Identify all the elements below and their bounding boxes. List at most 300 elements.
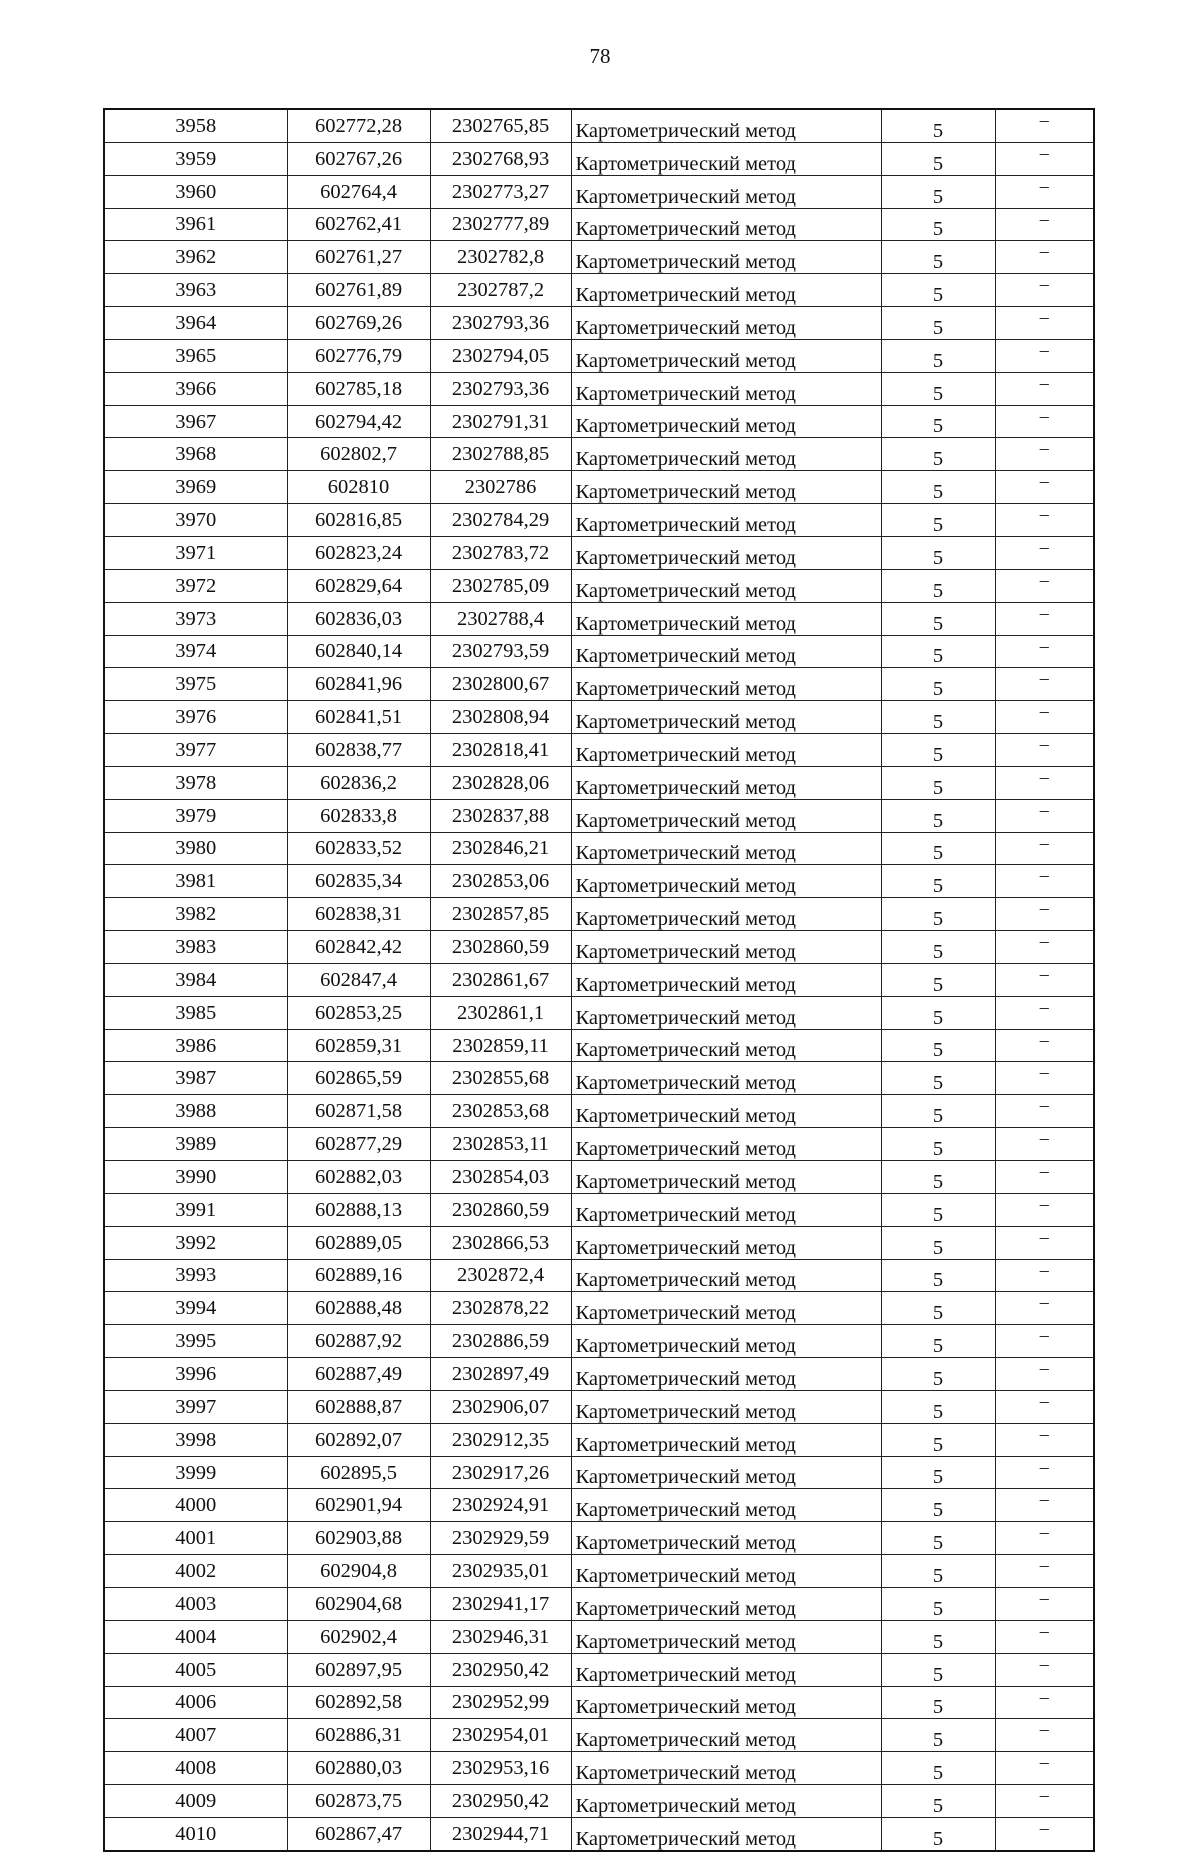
x-coordinate-cell: 602902,4 xyxy=(287,1620,430,1653)
error-cell: 5 xyxy=(881,799,995,832)
error-cell: 5 xyxy=(881,1785,995,1818)
table-row xyxy=(104,1620,1094,1653)
error-cell: 5 xyxy=(881,1390,995,1423)
error-cell: 5 xyxy=(881,1325,995,1358)
method-cell: Картометрический метод xyxy=(571,1817,881,1850)
y-coordinate-cell: 2302855,68 xyxy=(430,1062,571,1095)
method-cell: Картометрический метод xyxy=(571,405,881,438)
point-number-cell: 4000 xyxy=(104,1489,287,1522)
error-cell: 5 xyxy=(881,241,995,274)
description-cell: – xyxy=(995,1686,1094,1719)
y-coordinate-cell: 2302950,42 xyxy=(430,1653,571,1686)
method-cell: Картометрический метод xyxy=(571,1193,881,1226)
table-row xyxy=(104,536,1094,569)
error-cell: 5 xyxy=(881,208,995,241)
y-coordinate-cell: 2302954,01 xyxy=(430,1719,571,1752)
method-cell: Картометрический метод xyxy=(571,701,881,734)
y-coordinate-cell: 2302785,09 xyxy=(430,569,571,602)
x-coordinate-cell: 602761,89 xyxy=(287,274,430,307)
error-cell: 5 xyxy=(881,1029,995,1062)
x-coordinate-cell: 602889,05 xyxy=(287,1226,430,1259)
method-cell: Картометрический метод xyxy=(571,1785,881,1818)
table-row xyxy=(104,1029,1094,1062)
method-cell: Картометрический метод xyxy=(571,963,881,996)
y-coordinate-cell: 2302878,22 xyxy=(430,1292,571,1325)
coordinates-table xyxy=(103,108,1095,1852)
point-number-cell: 4007 xyxy=(104,1719,287,1752)
y-coordinate-cell: 2302857,85 xyxy=(430,898,571,931)
table-row xyxy=(104,405,1094,438)
y-coordinate-cell: 2302952,99 xyxy=(430,1686,571,1719)
point-number-cell: 3967 xyxy=(104,405,287,438)
error-cell: 5 xyxy=(881,339,995,372)
error-cell: 5 xyxy=(881,504,995,537)
error-cell: 5 xyxy=(881,1161,995,1194)
table-row xyxy=(104,865,1094,898)
table-row xyxy=(104,109,1094,142)
table-row xyxy=(104,602,1094,635)
method-cell: Картометрический метод xyxy=(571,1325,881,1358)
y-coordinate-cell: 2302854,03 xyxy=(430,1161,571,1194)
y-coordinate-cell: 2302897,49 xyxy=(430,1358,571,1391)
x-coordinate-cell: 602842,42 xyxy=(287,931,430,964)
y-coordinate-cell: 2302912,35 xyxy=(430,1423,571,1456)
method-cell: Картометрический метод xyxy=(571,1259,881,1292)
error-cell: 5 xyxy=(881,1358,995,1391)
point-number-cell: 3975 xyxy=(104,668,287,701)
description-cell: – xyxy=(995,109,1094,142)
error-cell: 5 xyxy=(881,1653,995,1686)
description-cell: – xyxy=(995,241,1094,274)
x-coordinate-cell: 602887,92 xyxy=(287,1325,430,1358)
point-number-cell: 3980 xyxy=(104,832,287,865)
method-cell: Картометрический метод xyxy=(571,1128,881,1161)
table-row xyxy=(104,175,1094,208)
y-coordinate-cell: 2302861,1 xyxy=(430,996,571,1029)
description-cell: – xyxy=(995,438,1094,471)
table-row xyxy=(104,996,1094,1029)
method-cell: Картометрический метод xyxy=(571,339,881,372)
error-cell: 5 xyxy=(881,931,995,964)
table-row xyxy=(104,208,1094,241)
table-row xyxy=(104,1785,1094,1818)
error-cell: 5 xyxy=(881,1456,995,1489)
description-cell: – xyxy=(995,1161,1094,1194)
y-coordinate-cell: 2302866,53 xyxy=(430,1226,571,1259)
description-cell: – xyxy=(995,1489,1094,1522)
error-cell: 5 xyxy=(881,1193,995,1226)
error-cell: 5 xyxy=(881,307,995,340)
point-number-cell: 3986 xyxy=(104,1029,287,1062)
description-cell: – xyxy=(995,963,1094,996)
point-number-cell: 3971 xyxy=(104,536,287,569)
y-coordinate-cell: 2302929,59 xyxy=(430,1522,571,1555)
description-cell: – xyxy=(995,701,1094,734)
y-coordinate-cell: 2302828,06 xyxy=(430,766,571,799)
table-row xyxy=(104,963,1094,996)
table-row xyxy=(104,1522,1094,1555)
error-cell: 5 xyxy=(881,1719,995,1752)
description-cell: – xyxy=(995,1062,1094,1095)
y-coordinate-cell: 2302935,01 xyxy=(430,1555,571,1588)
table-row xyxy=(104,931,1094,964)
method-cell: Картометрический метод xyxy=(571,175,881,208)
point-number-cell: 3979 xyxy=(104,799,287,832)
point-number-cell: 4010 xyxy=(104,1817,287,1850)
error-cell: 5 xyxy=(881,898,995,931)
description-cell: – xyxy=(995,799,1094,832)
point-number-cell: 3994 xyxy=(104,1292,287,1325)
error-cell: 5 xyxy=(881,701,995,734)
error-cell: 5 xyxy=(881,372,995,405)
x-coordinate-cell: 602871,58 xyxy=(287,1095,430,1128)
x-coordinate-cell: 602810 xyxy=(287,471,430,504)
method-cell: Картометрический метод xyxy=(571,1719,881,1752)
description-cell: – xyxy=(995,931,1094,964)
x-coordinate-cell: 602776,79 xyxy=(287,339,430,372)
description-cell: – xyxy=(995,536,1094,569)
description-cell: – xyxy=(995,1095,1094,1128)
method-cell: Картометрический метод xyxy=(571,734,881,767)
method-cell: Картометрический метод xyxy=(571,1555,881,1588)
y-coordinate-cell: 2302906,07 xyxy=(430,1390,571,1423)
x-coordinate-cell: 602897,95 xyxy=(287,1653,430,1686)
error-cell: 5 xyxy=(881,1817,995,1850)
table-row xyxy=(104,898,1094,931)
table-row xyxy=(104,1161,1094,1194)
error-cell: 5 xyxy=(881,1062,995,1095)
description-cell: – xyxy=(995,1390,1094,1423)
y-coordinate-cell: 2302793,36 xyxy=(430,307,571,340)
table-row xyxy=(104,1423,1094,1456)
point-number-cell: 3993 xyxy=(104,1259,287,1292)
description-cell: – xyxy=(995,668,1094,701)
table-row xyxy=(104,1325,1094,1358)
method-cell: Картометрический метод xyxy=(571,1062,881,1095)
x-coordinate-cell: 602889,16 xyxy=(287,1259,430,1292)
error-cell: 5 xyxy=(881,1489,995,1522)
y-coordinate-cell: 2302859,11 xyxy=(430,1029,571,1062)
x-coordinate-cell: 602762,41 xyxy=(287,208,430,241)
table-row xyxy=(104,1719,1094,1752)
description-cell: – xyxy=(995,996,1094,1029)
description-cell: – xyxy=(995,898,1094,931)
description-cell: – xyxy=(995,1587,1094,1620)
y-coordinate-cell: 2302818,41 xyxy=(430,734,571,767)
x-coordinate-cell: 602887,49 xyxy=(287,1358,430,1391)
x-coordinate-cell: 602841,96 xyxy=(287,668,430,701)
error-cell: 5 xyxy=(881,1522,995,1555)
table-row xyxy=(104,1390,1094,1423)
method-cell: Картометрический метод xyxy=(571,1752,881,1785)
x-coordinate-cell: 602892,07 xyxy=(287,1423,430,1456)
method-cell: Картометрический метод xyxy=(571,274,881,307)
description-cell: – xyxy=(995,1358,1094,1391)
point-number-cell: 3963 xyxy=(104,274,287,307)
point-number-cell: 3968 xyxy=(104,438,287,471)
error-cell: 5 xyxy=(881,1128,995,1161)
method-cell: Картометрический метод xyxy=(571,1489,881,1522)
table-row xyxy=(104,504,1094,537)
table-row xyxy=(104,766,1094,799)
point-number-cell: 4006 xyxy=(104,1686,287,1719)
point-number-cell: 3984 xyxy=(104,963,287,996)
method-cell: Картометрический метод xyxy=(571,1292,881,1325)
x-coordinate-cell: 602904,68 xyxy=(287,1587,430,1620)
point-number-cell: 3989 xyxy=(104,1128,287,1161)
table-row xyxy=(104,734,1094,767)
table-row xyxy=(104,1128,1094,1161)
method-cell: Картометрический метод xyxy=(571,1620,881,1653)
table-row xyxy=(104,1226,1094,1259)
method-cell: Картометрический метод xyxy=(571,1423,881,1456)
table-row xyxy=(104,635,1094,668)
error-cell: 5 xyxy=(881,1752,995,1785)
x-coordinate-cell: 602867,47 xyxy=(287,1817,430,1850)
error-cell: 5 xyxy=(881,602,995,635)
point-number-cell: 3966 xyxy=(104,372,287,405)
point-number-cell: 3969 xyxy=(104,471,287,504)
point-number-cell: 4002 xyxy=(104,1555,287,1588)
point-number-cell: 3996 xyxy=(104,1358,287,1391)
y-coordinate-cell: 2302794,05 xyxy=(430,339,571,372)
point-number-cell: 3990 xyxy=(104,1161,287,1194)
point-number-cell: 3995 xyxy=(104,1325,287,1358)
error-cell: 5 xyxy=(881,142,995,175)
error-cell: 5 xyxy=(881,175,995,208)
error-cell: 5 xyxy=(881,963,995,996)
description-cell: – xyxy=(995,274,1094,307)
y-coordinate-cell: 2302853,06 xyxy=(430,865,571,898)
method-cell: Картометрический метод xyxy=(571,241,881,274)
table-row xyxy=(104,1686,1094,1719)
description-cell: – xyxy=(995,471,1094,504)
method-cell: Картометрический метод xyxy=(571,931,881,964)
x-coordinate-cell: 602836,03 xyxy=(287,602,430,635)
method-cell: Картометрический метод xyxy=(571,471,881,504)
method-cell: Картометрический метод xyxy=(571,832,881,865)
point-number-cell: 3988 xyxy=(104,1095,287,1128)
description-cell: – xyxy=(995,766,1094,799)
x-coordinate-cell: 602904,8 xyxy=(287,1555,430,1588)
x-coordinate-cell: 602794,42 xyxy=(287,405,430,438)
method-cell: Картометрический метод xyxy=(571,109,881,142)
x-coordinate-cell: 602859,31 xyxy=(287,1029,430,1062)
description-cell: – xyxy=(995,142,1094,175)
y-coordinate-cell: 2302924,91 xyxy=(430,1489,571,1522)
point-number-cell: 3999 xyxy=(104,1456,287,1489)
point-number-cell: 3961 xyxy=(104,208,287,241)
error-cell: 5 xyxy=(881,734,995,767)
x-coordinate-cell: 602767,26 xyxy=(287,142,430,175)
method-cell: Картометрический метод xyxy=(571,372,881,405)
x-coordinate-cell: 602888,13 xyxy=(287,1193,430,1226)
x-coordinate-cell: 602892,58 xyxy=(287,1686,430,1719)
point-number-cell: 3991 xyxy=(104,1193,287,1226)
method-cell: Картометрический метод xyxy=(571,1587,881,1620)
x-coordinate-cell: 602802,7 xyxy=(287,438,430,471)
description-cell: – xyxy=(995,1620,1094,1653)
x-coordinate-cell: 602865,59 xyxy=(287,1062,430,1095)
error-cell: 5 xyxy=(881,832,995,865)
table-row xyxy=(104,799,1094,832)
method-cell: Картометрический метод xyxy=(571,865,881,898)
description-cell: – xyxy=(995,208,1094,241)
x-coordinate-cell: 602888,48 xyxy=(287,1292,430,1325)
description-cell: – xyxy=(995,372,1094,405)
x-coordinate-cell: 602836,2 xyxy=(287,766,430,799)
description-cell: – xyxy=(995,1719,1094,1752)
description-cell: – xyxy=(995,1653,1094,1686)
y-coordinate-cell: 2302941,17 xyxy=(430,1587,571,1620)
table-row xyxy=(104,1095,1094,1128)
method-cell: Картометрический метод xyxy=(571,1390,881,1423)
x-coordinate-cell: 602877,29 xyxy=(287,1128,430,1161)
y-coordinate-cell: 2302786 xyxy=(430,471,571,504)
point-number-cell: 3983 xyxy=(104,931,287,964)
method-cell: Картометрический метод xyxy=(571,569,881,602)
method-cell: Картометрический метод xyxy=(571,668,881,701)
description-cell: – xyxy=(995,504,1094,537)
y-coordinate-cell: 2302872,4 xyxy=(430,1259,571,1292)
error-cell: 5 xyxy=(881,471,995,504)
point-number-cell: 3992 xyxy=(104,1226,287,1259)
error-cell: 5 xyxy=(881,1095,995,1128)
point-number-cell: 3970 xyxy=(104,504,287,537)
x-coordinate-cell: 602829,64 xyxy=(287,569,430,602)
point-number-cell: 3977 xyxy=(104,734,287,767)
description-cell: – xyxy=(995,1456,1094,1489)
table-row xyxy=(104,307,1094,340)
description-cell: – xyxy=(995,339,1094,372)
point-number-cell: 3987 xyxy=(104,1062,287,1095)
description-cell: – xyxy=(995,1259,1094,1292)
coordinates-table-body xyxy=(104,109,1094,1851)
description-cell: – xyxy=(995,832,1094,865)
x-coordinate-cell: 602823,24 xyxy=(287,536,430,569)
table-row xyxy=(104,372,1094,405)
y-coordinate-cell: 2302837,88 xyxy=(430,799,571,832)
y-coordinate-cell: 2302791,31 xyxy=(430,405,571,438)
x-coordinate-cell: 602882,03 xyxy=(287,1161,430,1194)
error-cell: 5 xyxy=(881,1292,995,1325)
y-coordinate-cell: 2302800,67 xyxy=(430,668,571,701)
method-cell: Картометрический метод xyxy=(571,996,881,1029)
point-number-cell: 3981 xyxy=(104,865,287,898)
x-coordinate-cell: 602847,4 xyxy=(287,963,430,996)
error-cell: 5 xyxy=(881,865,995,898)
description-cell: – xyxy=(995,1522,1094,1555)
x-coordinate-cell: 602840,14 xyxy=(287,635,430,668)
x-coordinate-cell: 602761,27 xyxy=(287,241,430,274)
x-coordinate-cell: 602838,31 xyxy=(287,898,430,931)
y-coordinate-cell: 2302788,4 xyxy=(430,602,571,635)
method-cell: Картометрический метод xyxy=(571,504,881,537)
y-coordinate-cell: 2302886,59 xyxy=(430,1325,571,1358)
method-cell: Картометрический метод xyxy=(571,307,881,340)
x-coordinate-cell: 602841,51 xyxy=(287,701,430,734)
error-cell: 5 xyxy=(881,996,995,1029)
table-row xyxy=(104,274,1094,307)
point-number-cell: 3973 xyxy=(104,602,287,635)
description-cell: – xyxy=(995,1325,1094,1358)
method-cell: Картометрический метод xyxy=(571,635,881,668)
method-cell: Картометрический метод xyxy=(571,766,881,799)
point-number-cell: 3962 xyxy=(104,241,287,274)
error-cell: 5 xyxy=(881,1620,995,1653)
point-number-cell: 3974 xyxy=(104,635,287,668)
description-cell: – xyxy=(995,1785,1094,1818)
y-coordinate-cell: 2302917,26 xyxy=(430,1456,571,1489)
x-coordinate-cell: 602888,87 xyxy=(287,1390,430,1423)
error-cell: 5 xyxy=(881,1555,995,1588)
method-cell: Картометрический метод xyxy=(571,602,881,635)
error-cell: 5 xyxy=(881,1226,995,1259)
description-cell: – xyxy=(995,569,1094,602)
y-coordinate-cell: 2302946,31 xyxy=(430,1620,571,1653)
table-row xyxy=(104,1062,1094,1095)
point-number-cell: 3998 xyxy=(104,1423,287,1456)
table-row xyxy=(104,339,1094,372)
description-cell: – xyxy=(995,865,1094,898)
table-row xyxy=(104,1817,1094,1850)
y-coordinate-cell: 2302784,29 xyxy=(430,504,571,537)
x-coordinate-cell: 602880,03 xyxy=(287,1752,430,1785)
y-coordinate-cell: 2302773,27 xyxy=(430,175,571,208)
description-cell: – xyxy=(995,1193,1094,1226)
table-row xyxy=(104,1456,1094,1489)
method-cell: Картометрический метод xyxy=(571,1358,881,1391)
y-coordinate-cell: 2302860,59 xyxy=(430,931,571,964)
error-cell: 5 xyxy=(881,109,995,142)
method-cell: Картометрический метод xyxy=(571,208,881,241)
table-row xyxy=(104,438,1094,471)
method-cell: Картометрический метод xyxy=(571,536,881,569)
table-row xyxy=(104,1259,1094,1292)
point-number-cell: 3985 xyxy=(104,996,287,1029)
point-number-cell: 4008 xyxy=(104,1752,287,1785)
y-coordinate-cell: 2302793,59 xyxy=(430,635,571,668)
x-coordinate-cell: 602816,85 xyxy=(287,504,430,537)
error-cell: 5 xyxy=(881,1423,995,1456)
table-row xyxy=(104,668,1094,701)
description-cell: – xyxy=(995,602,1094,635)
x-coordinate-cell: 602838,77 xyxy=(287,734,430,767)
x-coordinate-cell: 602833,52 xyxy=(287,832,430,865)
description-cell: – xyxy=(995,635,1094,668)
error-cell: 5 xyxy=(881,405,995,438)
point-number-cell: 4009 xyxy=(104,1785,287,1818)
table-row xyxy=(104,569,1094,602)
x-coordinate-cell: 602772,28 xyxy=(287,109,430,142)
description-cell: – xyxy=(995,175,1094,208)
method-cell: Картометрический метод xyxy=(571,438,881,471)
table-row xyxy=(104,1555,1094,1588)
point-number-cell: 3958 xyxy=(104,109,287,142)
table-row xyxy=(104,1292,1094,1325)
point-number-cell: 3972 xyxy=(104,569,287,602)
method-cell: Картометрический метод xyxy=(571,1686,881,1719)
x-coordinate-cell: 602873,75 xyxy=(287,1785,430,1818)
x-coordinate-cell: 602785,18 xyxy=(287,372,430,405)
method-cell: Картометрический метод xyxy=(571,142,881,175)
table-row xyxy=(104,1489,1094,1522)
method-cell: Картометрический метод xyxy=(571,1522,881,1555)
description-cell: – xyxy=(995,1752,1094,1785)
table-row xyxy=(104,1358,1094,1391)
y-coordinate-cell: 2302788,85 xyxy=(430,438,571,471)
y-coordinate-cell: 2302787,2 xyxy=(430,274,571,307)
